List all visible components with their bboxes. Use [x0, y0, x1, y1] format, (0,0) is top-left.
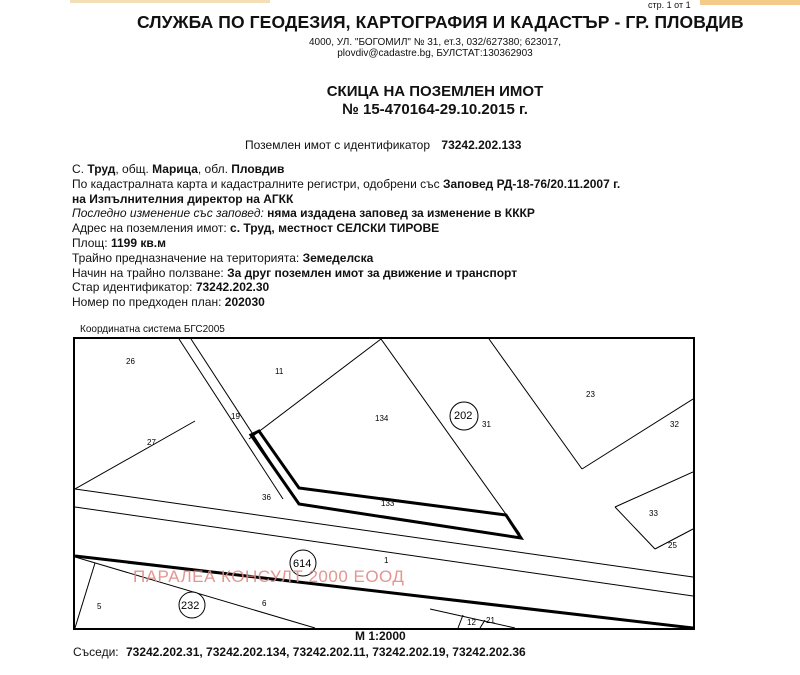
location-prefix: С.	[72, 162, 84, 176]
area-label: Площ:	[72, 235, 108, 250]
document-number: № 15-470164-29.10.2015 г.	[342, 101, 528, 118]
region-name: Пловдив	[231, 162, 285, 176]
parcel-label: 25	[668, 541, 677, 550]
old-id-label: Стар идентификатор:	[72, 280, 193, 295]
address-value: с. Труд, местност СЕЛСКИ ТИРОВЕ	[230, 221, 440, 236]
parcel-label: 27	[147, 438, 156, 447]
boundary-line	[489, 339, 582, 469]
identifier-line	[245, 138, 521, 152]
municipality-prefix: , общ.	[115, 162, 149, 176]
parcel-label: 6	[262, 599, 267, 608]
parcel-label: 21	[486, 616, 495, 625]
organization-contact: plovdiv@cadastre.bg, БУЛСТАТ:130362903	[337, 48, 533, 59]
block-number: 232	[181, 600, 200, 612]
village-name: Труд	[87, 162, 116, 176]
subject-parcel-outline	[251, 431, 521, 538]
purpose-line	[72, 251, 620, 266]
neighbors-line	[73, 645, 526, 659]
parcel-label: 12	[467, 618, 476, 627]
document-title: СКИЦА НА ПОЗЕМЛЕН ИМОТ	[326, 83, 544, 100]
identifier-label: Поземлен имот с идентификатор	[245, 138, 431, 152]
prev-plan-line	[72, 295, 620, 310]
parcel-label: 5	[97, 602, 102, 611]
boundary-line	[249, 339, 381, 439]
coordinate-system-label: Координатна система БГС2005	[80, 324, 225, 335]
parcel-label: 133	[381, 499, 395, 508]
last-change-label: Последно изменение със заповед:	[72, 206, 264, 221]
block-number: 202	[454, 410, 473, 422]
approval-order: Заповед РД-18-76/20.11.2007 г.	[442, 176, 621, 191]
usage-label: Начин на трайно ползване:	[72, 265, 224, 280]
neighbors-values: 73242.202.31, 73242.202.134, 73242.202.11, 73242.202.19, 73242.202.36	[125, 645, 526, 659]
boundary-line	[458, 615, 463, 628]
area-value: 1199 кв.м	[111, 235, 166, 250]
old-id-line	[72, 280, 620, 295]
address-line	[72, 221, 620, 236]
page-number: стр. 1 от 1	[648, 0, 691, 10]
organization-address: 4000, УЛ. "БОГОМИЛ" № 31, ет.3, 032/627380; 623017,	[308, 37, 562, 48]
parcel-label: 134	[375, 414, 389, 423]
parcel-label: 31	[482, 420, 491, 429]
company-watermark: ПАРАЛЕА КОНСУЛТ 2000 ЕООД	[133, 567, 405, 586]
approval-line	[72, 177, 620, 192]
purpose-label: Трайно предназначение на територията:	[72, 250, 300, 265]
identifier-value: 73242.202.133	[441, 138, 522, 152]
boundary-line	[615, 472, 693, 507]
boundary-line	[75, 563, 95, 628]
approval-authority: на Изпълнителния директор на АГКК	[72, 191, 294, 206]
parcel-label: 11	[275, 367, 284, 376]
prev-plan-value: 202030	[224, 295, 265, 310]
parcel-label: 19	[231, 412, 240, 421]
neighbors-label: Съседи:	[73, 645, 119, 659]
approval-label: По кадастралната карта и кадастралните регистри, одобрени със	[72, 176, 440, 191]
old-id-value: 73242.202.30	[195, 280, 270, 295]
boundary-line	[582, 399, 693, 469]
address-label: Адрес на поземления имот:	[72, 221, 227, 236]
organization-title: СЛУЖБА ПО ГЕОДЕЗИЯ, КАРТОГРАФИЯ И КАДАСТЪР - ГР. ПЛОВДИВ	[137, 12, 744, 32]
purpose-value: Земеделска	[302, 250, 374, 265]
parcel-label: 32	[670, 420, 679, 429]
region-prefix: , обл.	[197, 162, 228, 176]
municipality-name: Марица	[152, 162, 198, 176]
top-decor-strip-right	[700, 0, 800, 5]
top-decor-strip	[70, 0, 270, 3]
last-change-line	[72, 206, 620, 221]
usage-line	[72, 266, 620, 281]
parcel-label: 23	[586, 390, 595, 399]
usage-value: За друг поземлен имот за движение и транспорт	[227, 265, 518, 280]
boundary-line	[75, 421, 195, 489]
prev-plan-label: Номер по предходен план:	[72, 295, 222, 310]
parcel-label: 26	[126, 357, 135, 366]
location-line	[72, 162, 620, 177]
parcel-label: 36	[262, 493, 271, 502]
block-number: 614	[293, 558, 312, 570]
parcel-label: 1	[384, 556, 389, 565]
document-title-block	[0, 83, 800, 119]
property-details	[72, 162, 620, 310]
last-change-value: няма издадена заповед за изменение в КККР	[267, 206, 535, 221]
map-scale: М 1:2000	[355, 629, 406, 643]
area-line	[72, 236, 620, 251]
parcel-label: 33	[649, 509, 658, 518]
boundary-line	[381, 339, 520, 534]
